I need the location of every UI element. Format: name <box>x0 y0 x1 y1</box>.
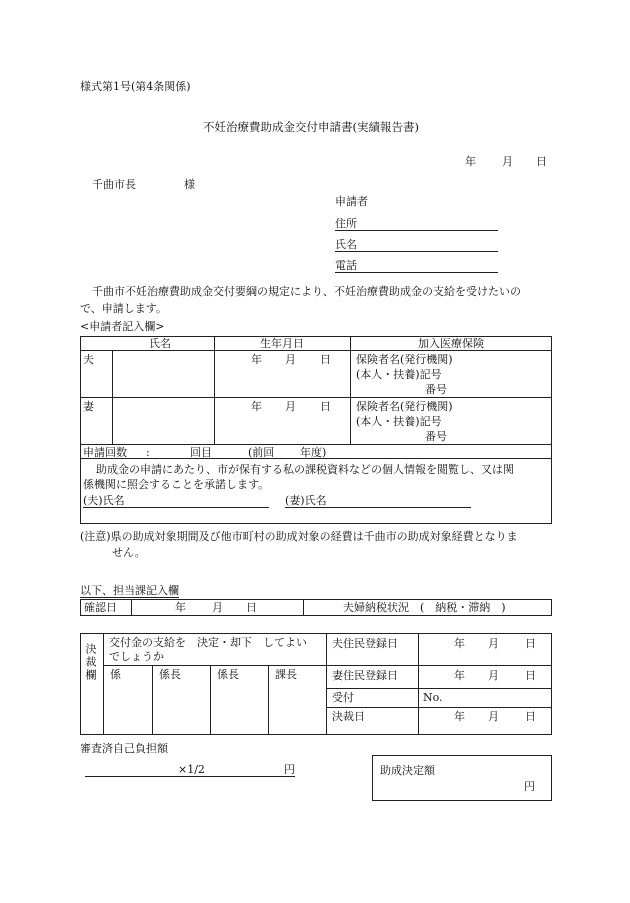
wife-signature-label: (妻)氏名 <box>285 494 327 507</box>
confirm-date-label: 確認日 <box>84 601 117 614</box>
formula: ×1/2 <box>178 763 205 776</box>
tax-status-label: 夫婦納税状況 <box>343 601 409 614</box>
self-burden-label: 審査済自己負担額 <box>80 742 168 755</box>
symbol-label: (本人・扶養)記号 <box>356 415 442 428</box>
form-title: 不妊治療費助成金交付申請書(実績報告書) <box>203 120 419 134</box>
role-chief-2: 係長 <box>217 668 239 681</box>
address-field-line[interactable] <box>335 230 498 231</box>
applicant-label: 申請者 <box>335 195 368 208</box>
name-field-line[interactable] <box>335 251 498 252</box>
addressee: 千曲市長 <box>92 178 136 191</box>
wife-signature-line[interactable] <box>285 507 471 508</box>
name-label: 氏名 <box>335 238 357 251</box>
phone-field-line[interactable] <box>335 272 498 273</box>
number-label: 番号 <box>425 383 447 396</box>
decided-amount-label: 助成決定額 <box>380 764 435 777</box>
husband-signature-line[interactable] <box>83 507 269 508</box>
intro-line-2: で、申請します。 <box>80 302 167 315</box>
section-label: <申請者記入欄> <box>80 320 165 333</box>
consent-line-1: 助成金の申請にあたり、市が保有する私の課税資料などの個人情報を閲覧し、又は関 <box>96 463 514 476</box>
symbol-label: (本人・扶養)記号 <box>356 368 442 381</box>
honorific: 様 <box>184 178 195 191</box>
insurer-label: 保険者名(発行機関) <box>356 400 453 413</box>
tax-status-options: ( 納税・滞納 ) <box>420 601 506 614</box>
burden-yen: 円 <box>284 763 295 776</box>
husband-signature-label: (夫)氏名 <box>83 494 125 507</box>
consent-line-2: 係機関に照会することを承諾します。 <box>83 478 270 491</box>
received-label: 受付 <box>332 691 354 704</box>
col-name: 氏名 <box>149 337 171 350</box>
self-burden-line[interactable] <box>85 776 295 777</box>
decision-question-2: でしょうか <box>109 650 164 663</box>
phone-label: 電話 <box>335 259 357 272</box>
col-insurance: 加入医療保険 <box>418 337 484 350</box>
note-line-1: (注意)県の助成対象期間及び他市町村の助成対象の経費は千曲市の助成対象経費となりま <box>80 530 518 543</box>
col-birthdate: 生年月日 <box>260 337 304 350</box>
role-clerk: 係 <box>110 668 121 681</box>
decided-amount-box[interactable] <box>372 755 552 801</box>
decided-amount-yen: 円 <box>524 780 535 793</box>
decision-column-label: 決裁欄 <box>84 643 97 682</box>
number-label: 番号 <box>425 430 447 443</box>
form-number: 様式第1号(第4条関係) <box>80 80 191 93</box>
office-heading: 以下、担当課記入欄 <box>80 584 179 597</box>
decision-question-1: 交付金の支給を 決定・却下 してよい <box>109 636 307 649</box>
note-line-2: せん。 <box>112 546 146 559</box>
received-number-label: No. <box>423 691 443 704</box>
address-label: 住所 <box>335 217 357 230</box>
role-chief-1: 係長 <box>159 668 181 681</box>
wife-registration-label: 妻住民登録日 <box>332 669 398 682</box>
husband-registration-label: 夫住民登録日 <box>332 637 398 650</box>
role-manager: 課長 <box>275 668 297 681</box>
decision-date-label: 決裁日 <box>332 710 365 723</box>
intro-line-1: 千曲市不妊治療費助成金交付要綱の規定により、不妊治療費助成金の支給を受けたいの <box>92 285 521 298</box>
insurer-label: 保険者名(発行機関) <box>356 353 453 366</box>
